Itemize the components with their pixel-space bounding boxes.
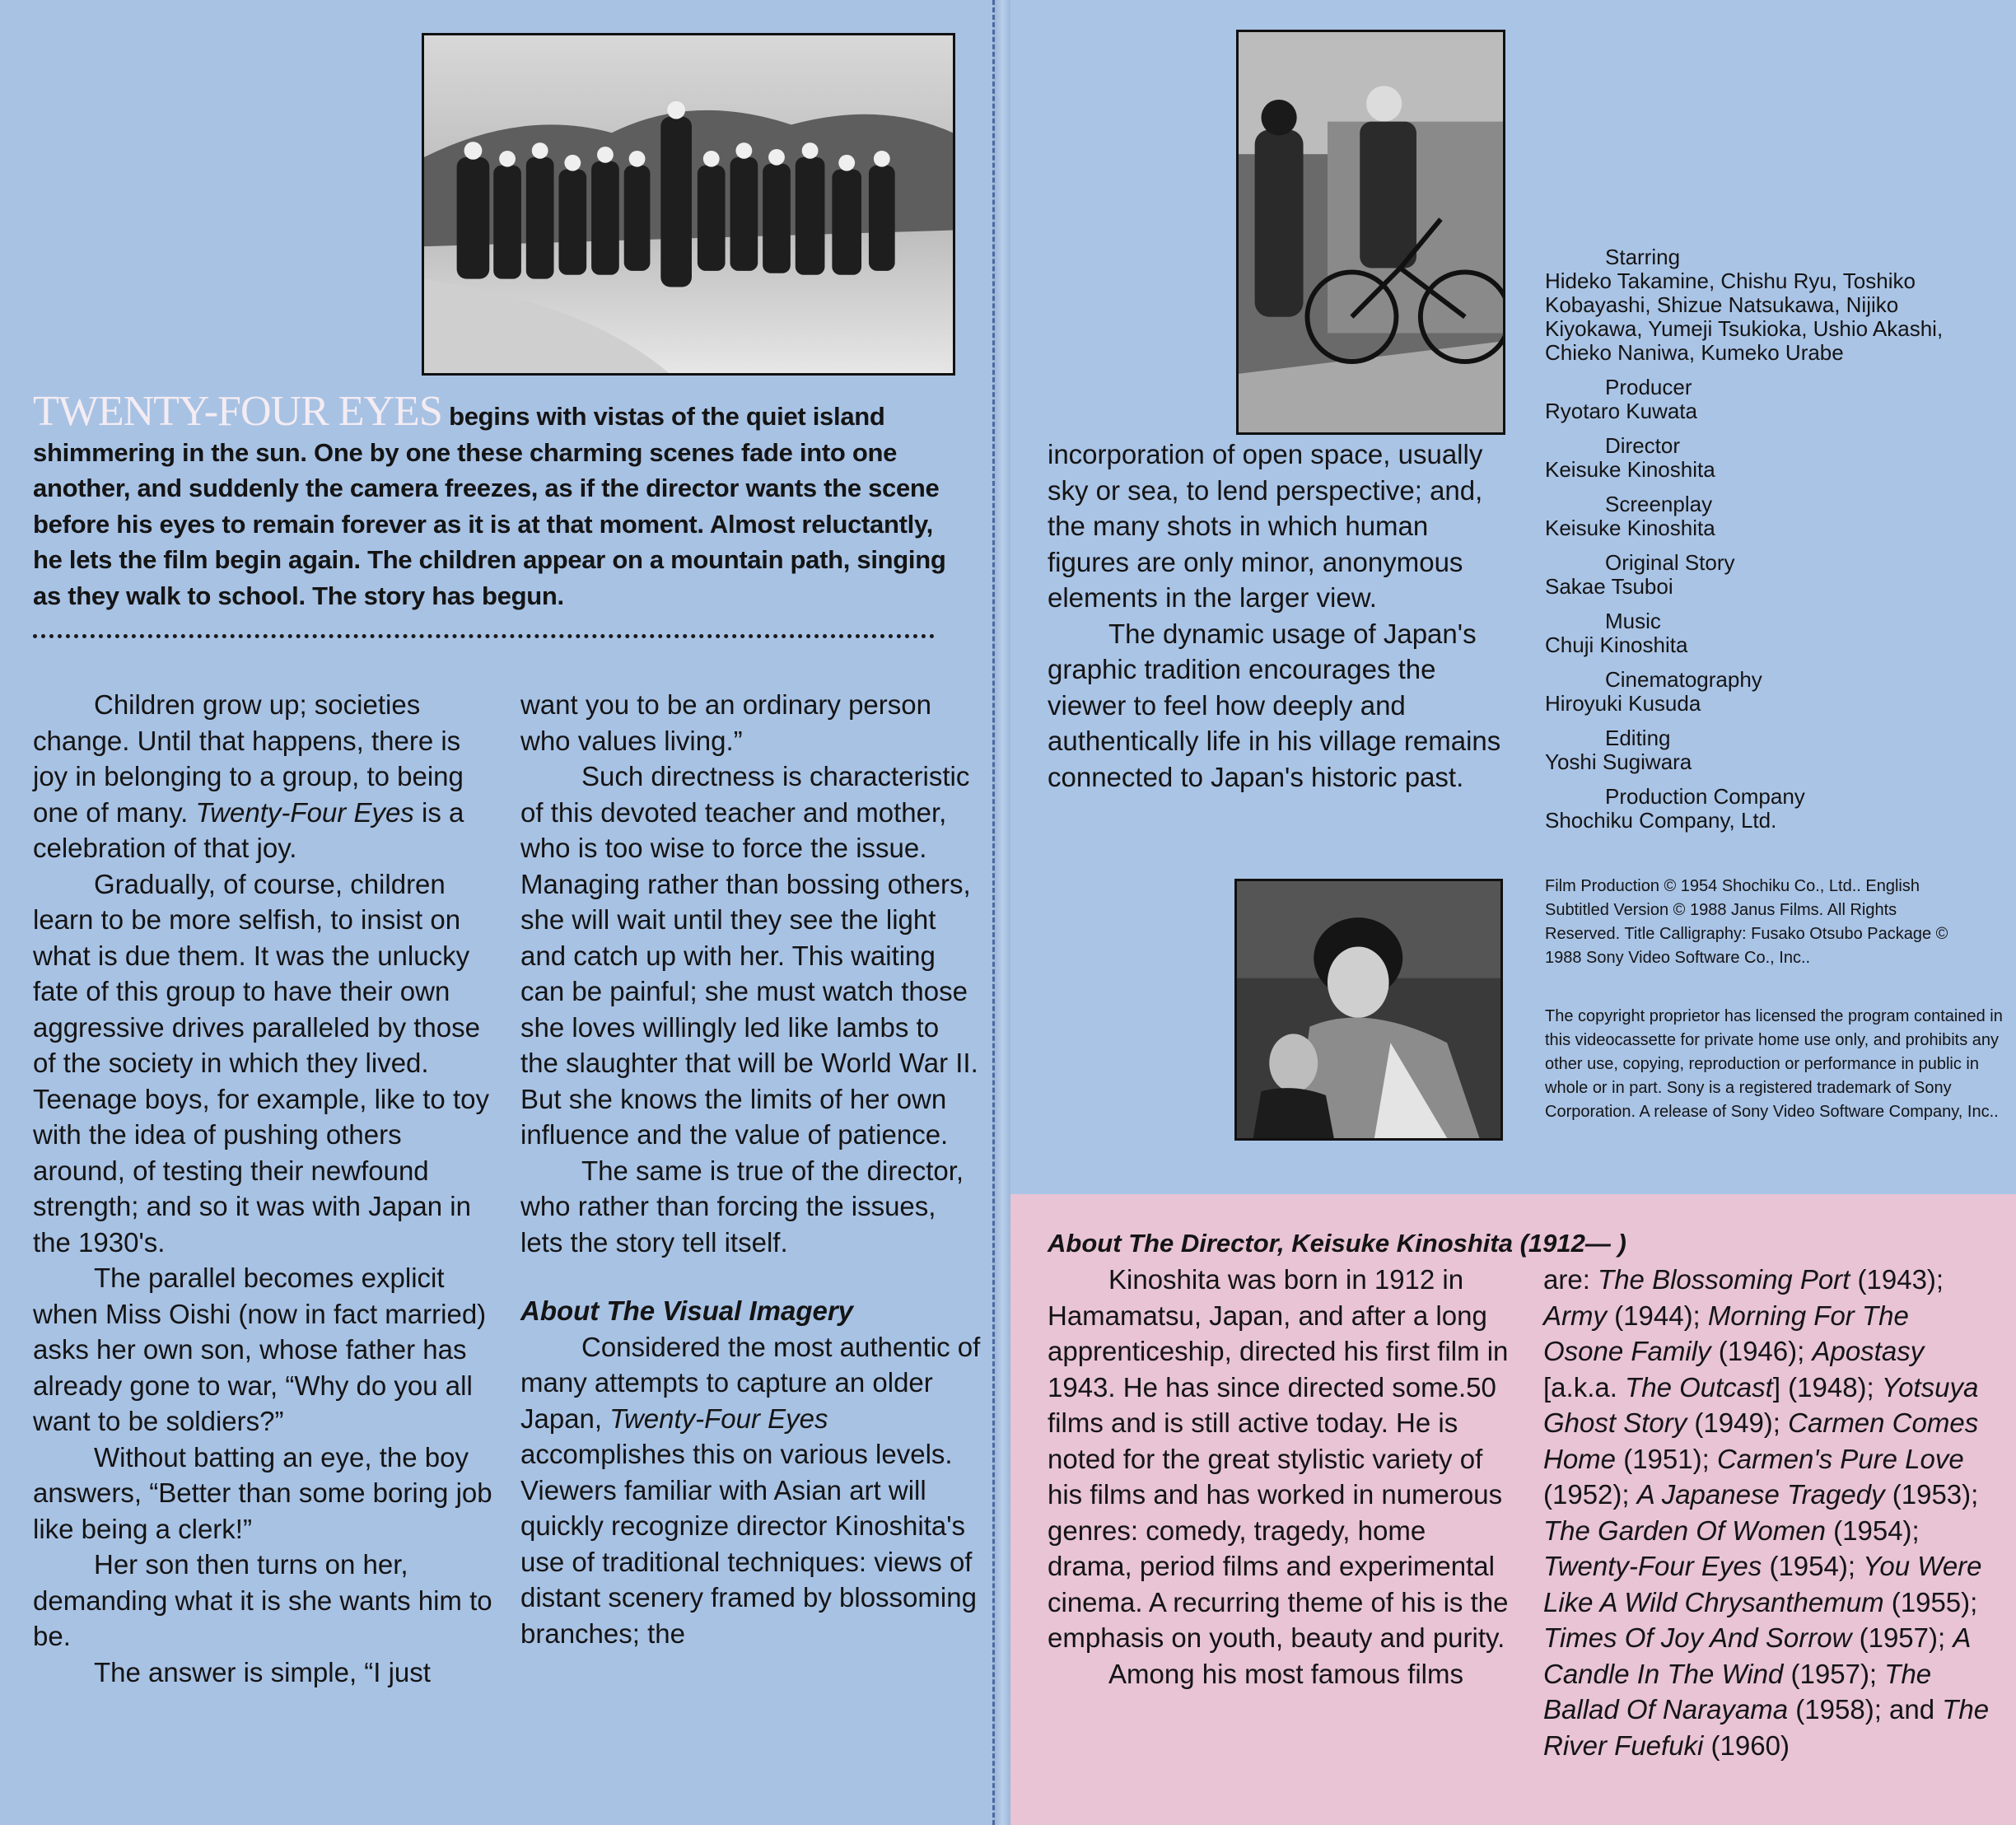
film-title: Army (1543, 1300, 1607, 1331)
credit-role: Starring (1605, 245, 1681, 269)
film-year: (1954); (1762, 1551, 1864, 1581)
film-year: ] (1948); (1772, 1371, 1882, 1403)
paragraph: The same is true of the director, who rather than forcing the issues, lets the story tell itself. (520, 1155, 964, 1258)
paragraph: want you to be an ordinary person who values living.” (520, 689, 931, 756)
photo-children-on-path (422, 33, 955, 376)
right-column-text (1048, 436, 1509, 795)
film-year: (1957); (1851, 1622, 1953, 1653)
paragraph: Gradually, of course, children learn to be more selfish, to insist on what is due them. It was the unlucky fate of this group to have their own aggressive drives paralleled by those of the society in which they lived. Teenage boys, for example, like to toy with the idea of pushing others around, of testing their newfound strength; and so it was with Japan in the 1930's. (33, 868, 489, 1258)
film-title: Times Of Joy And Sorrow (1543, 1622, 1852, 1653)
intro-text: begins with vistas of the quiet island shimmering in the sun. One by one these charming scenes fade into one another, and suddenly the camera freezes, as if the director wants the scene before his eyes to remain forever as it is at that moment. Almost reluctantly, he lets the film begin again. The children appear on a mountain path, singing as they walk to school. The story has begun. (33, 402, 946, 610)
visual-imagery-heading: About The Visual Imagery (520, 1295, 854, 1326)
film-title: Apostasy (1812, 1336, 1925, 1366)
credit-role: Editing (1605, 726, 1671, 750)
film-year: (1946); (1710, 1336, 1813, 1366)
credit-name: Shochiku Company, Ltd. (1545, 808, 1777, 833)
photo-mother-son-image (1237, 881, 1500, 1138)
director-heading: About The Director, Keisuke Kinoshita (1912— ) (1048, 1229, 1626, 1258)
paragraph: Children grow up; societies change. Until that happens, there is joy in belonging to a group, to being one of many. Twenty-Four Eyes is a celebration of that joy. (33, 689, 464, 863)
credit-name: Hiroyuki Kusuda (1545, 691, 1701, 716)
film-title: Morning For The Osone Family (1543, 1300, 1909, 1366)
film-list-intro: are: (1543, 1264, 1598, 1295)
credit-role: Director (1605, 433, 1681, 458)
credit-role: Original Story (1605, 550, 1735, 575)
film-year: [a.k.a. (1543, 1371, 1626, 1403)
film-title: Yotsuya Ghost Story (1543, 1371, 1979, 1438)
film-year: (1957); (1783, 1658, 1885, 1689)
photo-children-image (424, 35, 953, 373)
film-title: Twenty-Four Eyes (1543, 1551, 1762, 1581)
film-title: Carmen Comes Home (1543, 1407, 1979, 1474)
copyright-notice: Film Production © 1954 Shochiku Co., Ltd.. English Subtitled Version © 1988 Janus Films. All Rights Reserved. Title Calligraphy: Fusako Otsubo Package © 1988 Sony Video Software Co., Inc.. (1545, 877, 1948, 967)
credit-name: Hideko Takamine, Chishu Ryu, Toshiko Kobayashi, Shizue Natsukawa, Nijiko Kiyokawa, Yumeji Tsukioka, Ushio Akashi, Chieko Naniwa, Kumeko Urabe (1545, 268, 1944, 365)
film-title: The Garden Of Women (1543, 1515, 1826, 1546)
paragraph: The answer is simple, “I just (94, 1656, 431, 1687)
paragraph: The parallel becomes explicit when Miss Oishi (now in fact married) asks her own son, whose father has already gone to war, “Why do you all want to be soldiers?” (33, 1263, 487, 1436)
paragraph: Kinoshita was born in 1912 in Hamamatsu, Japan, and after a long apprenticeship, directed his first film in 1943. He has since directed some.50 films and is still active today. He is noted for the great stylistic variety of his films and has worked in numerous genres: comedy, tragedy, home drama, period films and experimental cinema. A recurring theme of his is the emphasis on youth, beauty and purity. (1048, 1264, 1509, 1653)
film-year: (1960) (1703, 1729, 1790, 1761)
paragraph: Such directness is characteristic of this devoted teacher and mother, who is too wise to force the issue. Managing rather than bossing others, she will wait until they see the light and catch up with her. This waiting can be painful; she must watch those she loves willingly led like lambs to the slaughter that will be World War II. But she knows the limits of her own influence and the value of patience. (520, 761, 978, 1150)
left-column-1 (33, 687, 494, 1690)
paragraph: Her son then turns on her, demanding what it is she wants him to be. (33, 1549, 492, 1651)
photo-woman-on-bicycle (1236, 30, 1505, 435)
credit-name: Keisuke Kinoshita (1545, 516, 1715, 540)
license-notice: The copyright proprietor has licensed the program contained in this videocassette for private home use only, and prohibits any other use, copying, reproduction or performance in public in whole or in part. Sony is a registered trademark of Sony Corporation. A release of Sony Video Software Company, Inc.. (1545, 1007, 2003, 1121)
credit-role: Music (1605, 609, 1661, 633)
film-title: The Blossoming Port (1598, 1264, 1850, 1295)
filmography (1543, 1262, 1996, 1763)
paragraph: Among his most famous films (1108, 1658, 1463, 1689)
credit-name: Sakae Tsuboi (1545, 574, 1673, 599)
credit-role: Production Company (1605, 784, 1805, 809)
dotted-divider (33, 634, 935, 638)
film-year: (1949); (1687, 1407, 1789, 1438)
paragraph: incorporation of open space, usually sky or sea, to lend perspective; and, the many shots in which human figures are only minor, anonymous elements in the larger view. (1048, 439, 1483, 613)
paragraph: Without batting an eye, the boy answers, “Better than some boring job like being a clerk!” (33, 1441, 492, 1544)
director-bio (1048, 1262, 1509, 1692)
film-year: (1943); (1850, 1264, 1944, 1295)
credit-role: Producer (1605, 375, 1692, 399)
film-year: (1953); (1884, 1479, 1979, 1510)
film-title: A Candle In The Wind (1543, 1622, 1971, 1689)
film-title: The River Fuefuki (1543, 1694, 1990, 1761)
film-title: Carmen's Pure Love (1716, 1443, 1964, 1474)
photo-bicycle-image (1239, 32, 1503, 432)
paragraph: The dynamic usage of Japan's graphic tradition encourages the viewer to feel how deeply and authentically life in his village remains connected to Japan's historic past. (1048, 618, 1501, 792)
credit-role: Cinematography (1605, 667, 1762, 692)
film-title: You Were Like A Wild Chrysanthemum (1543, 1551, 1982, 1617)
film-year: (1955); (1883, 1586, 1978, 1617)
film-year: (1951); (1616, 1443, 1717, 1474)
credit-role: Screenplay (1605, 492, 1713, 516)
credits-list (1545, 245, 1973, 843)
left-column-2 (520, 687, 982, 1651)
intro-paragraph (33, 388, 947, 614)
paragraph: Considered the most authentic of many attempts to capture an older Japan, Twenty-Four Eyes accomplishes this on various levels. Viewers familiar with Asian art will quickly recognize director Kinoshita's use of traditional techniques: views of distant scenery framed by blossoming branches; the (520, 1331, 981, 1649)
film-list (1543, 1262, 1996, 1763)
credit-name: Yoshi Sugiwara (1545, 749, 1692, 774)
film-year: (1944); (1607, 1300, 1708, 1331)
credit-name: Chuji Kinoshita (1545, 632, 1688, 657)
film-title: The Ballad Of Narayama (1543, 1658, 1932, 1725)
center-fold (992, 0, 1010, 1825)
film-year: (1954); (1825, 1515, 1920, 1546)
film-year: (1952); (1543, 1479, 1637, 1510)
film-title: TWENTY-FOUR EYES (33, 388, 442, 435)
film-year: (1958); and (1788, 1694, 1943, 1725)
film-title: The Outcast (1625, 1371, 1773, 1403)
credit-name: Ryotaro Kuwata (1545, 399, 1697, 423)
credit-name: Keisuke Kinoshita (1545, 457, 1715, 482)
film-title: A Japanese Tragedy (1636, 1479, 1885, 1510)
photo-mother-and-son (1234, 879, 1503, 1141)
